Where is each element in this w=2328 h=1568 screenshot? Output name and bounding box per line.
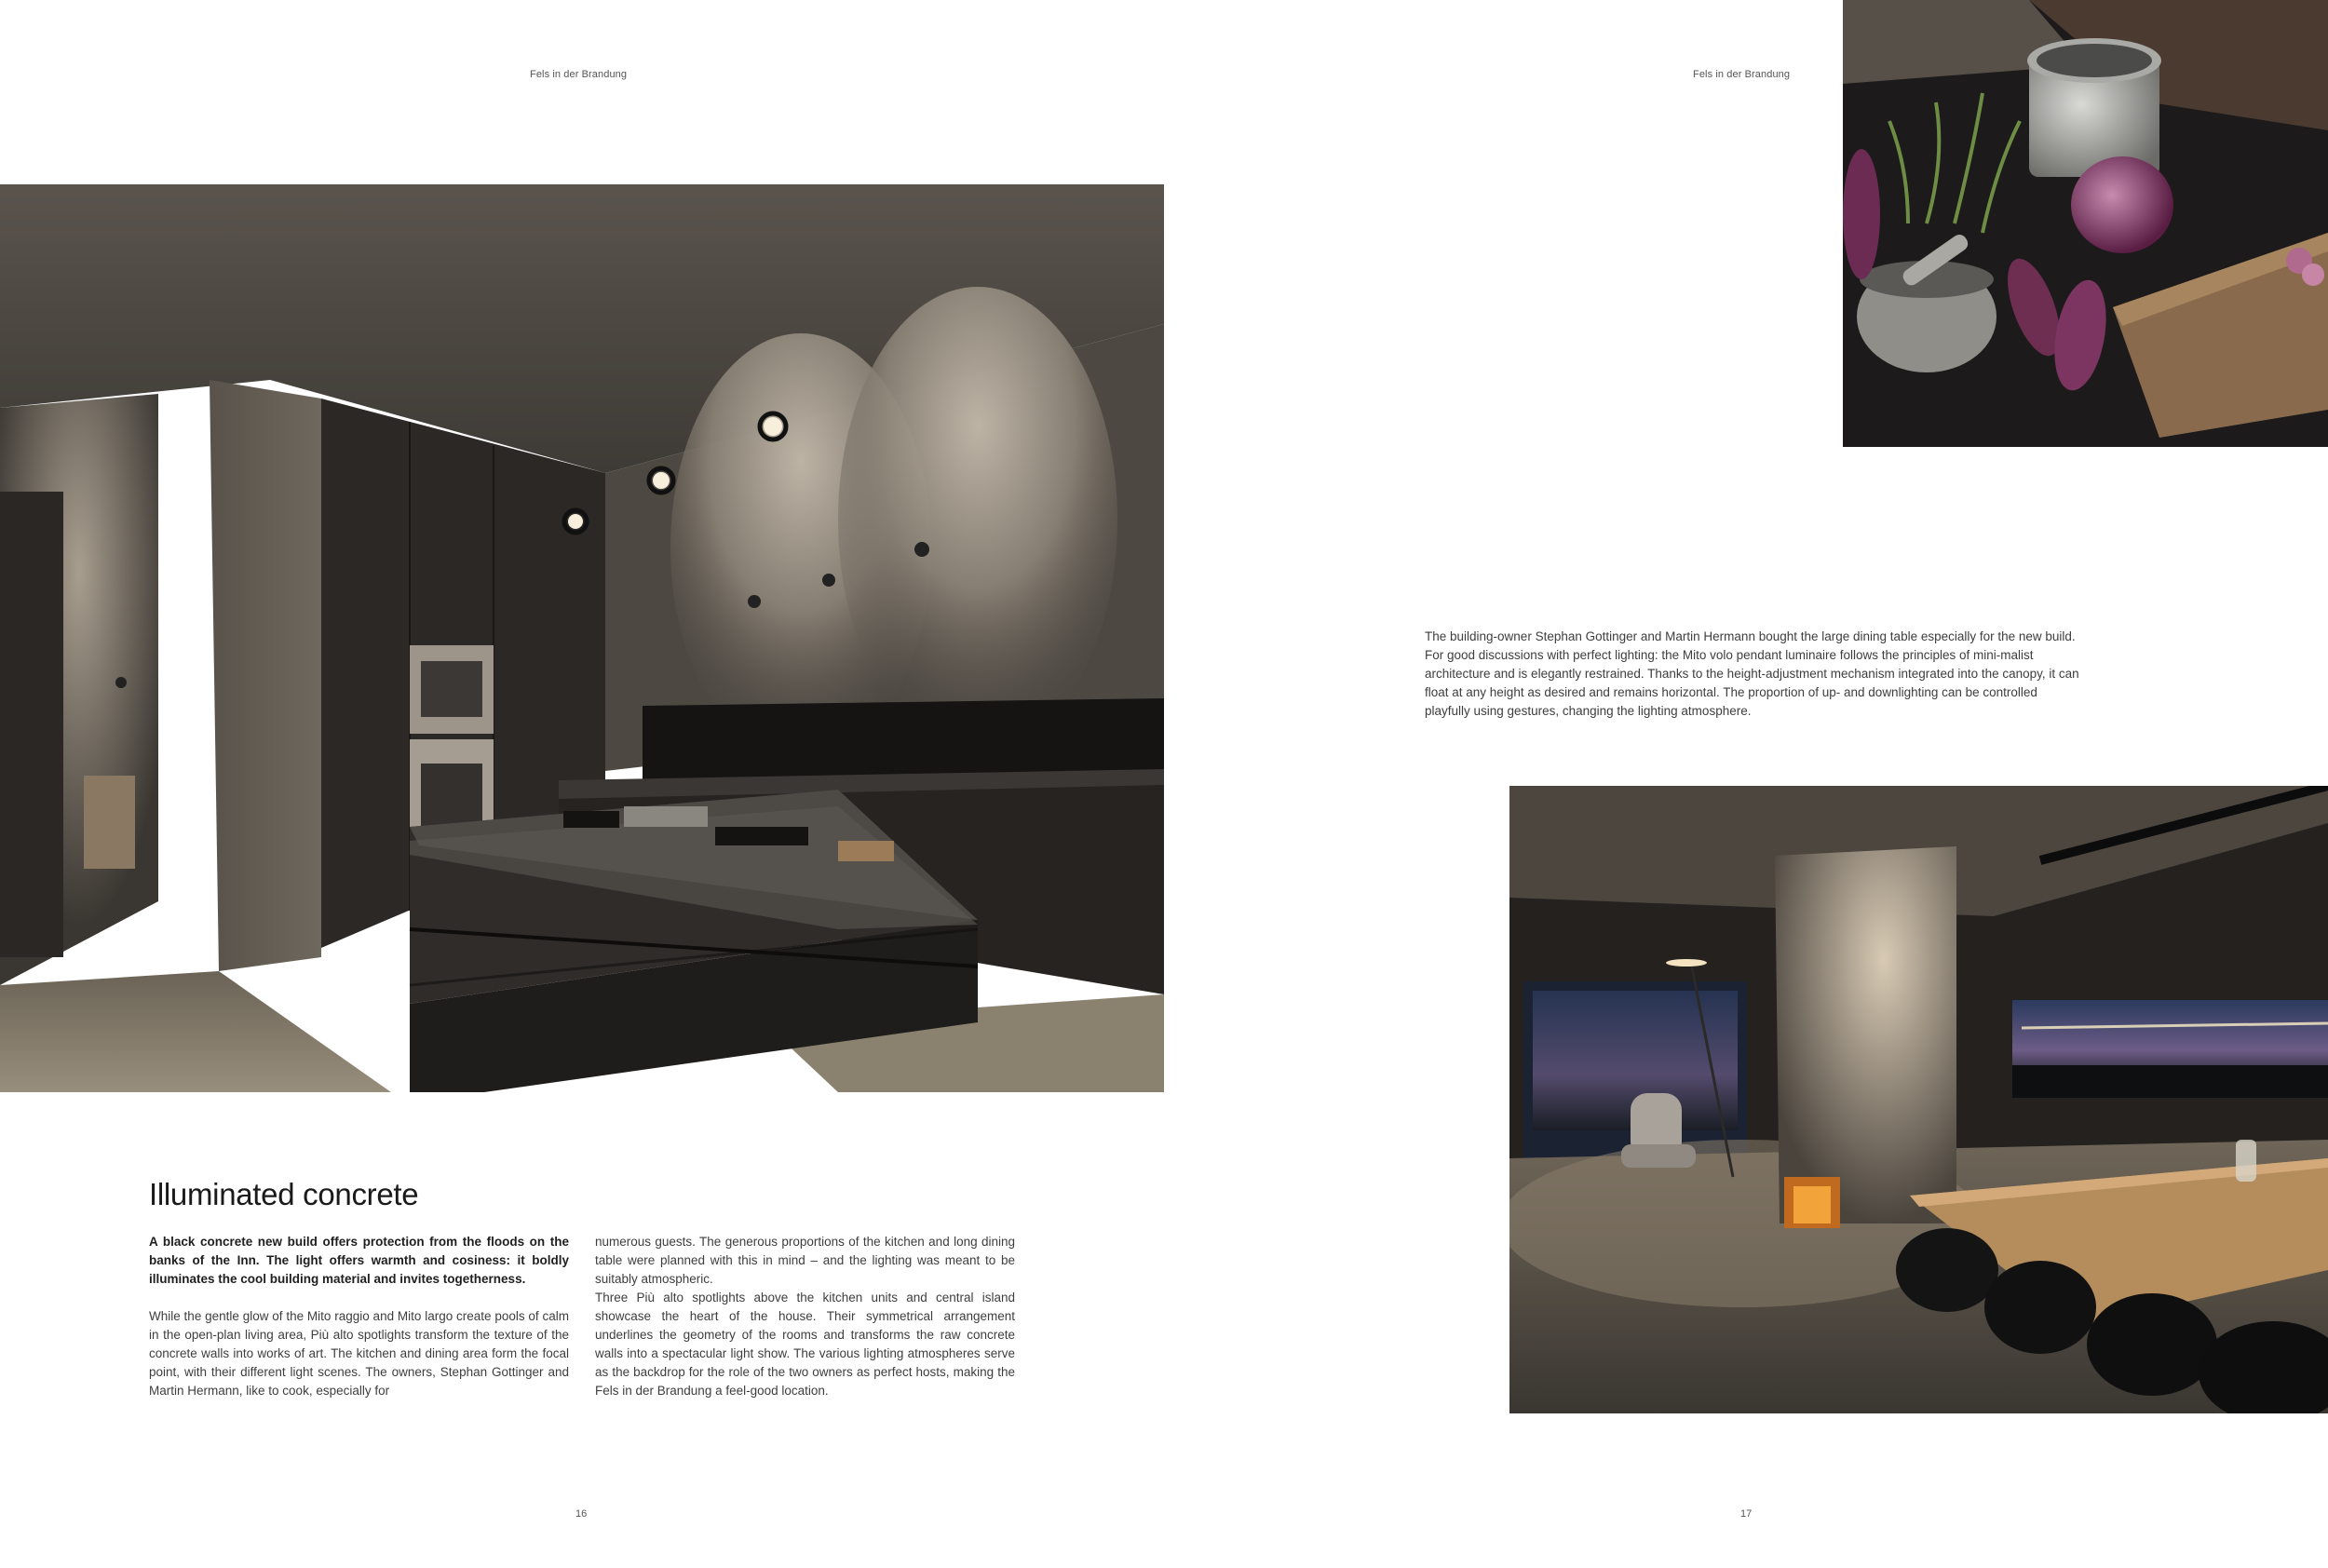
text-column-2	[595, 1233, 1015, 1400]
vegetables-illustration	[1843, 0, 2328, 447]
article-body-2: numerous guests. The generous proportions of the kitchen and long dining table were planned with this in mind – and the lighting was meant to be suitably atmospheric.	[595, 1235, 1015, 1286]
vegetables-photo	[1843, 0, 2328, 447]
page-number-left: 16	[575, 1508, 588, 1520]
article-body-3: Three Più alto spotlights above the kitchen units and central island showcase the heart of the house. Their symmetrical arrangement underlines the geometry of the rooms and transforms the raw concrete walls into a spectacular light show. The various lighting atmospheres serve as the backdrop for the role of the two owners as perfect hosts, making the Fels in der Brandung a feel-good location.	[595, 1291, 1015, 1398]
dining-illustration	[1509, 786, 2328, 1413]
text-column-1	[149, 1233, 569, 1400]
page-number-right: 17	[1740, 1508, 1753, 1520]
kitchen-illustration	[0, 184, 1164, 1092]
dining-photo	[1509, 786, 2328, 1413]
running-head-left: Fels in der Brandung	[530, 69, 628, 80]
running-head-right: Fels in der Brandung	[1693, 69, 1791, 80]
article-lead: A black concrete new build offers protection from the floods on the banks of the Inn. The light offers warmth and cosiness: it boldly illuminates the cool building material and invites togetherness.	[149, 1235, 569, 1286]
article-title: Illuminated concrete	[149, 1177, 419, 1211]
article-body-1: While the gentle glow of the Mito raggio and Mito largo create pools of calm in the open-plan living area, Più alto spotlights transform the texture of the concrete walls into works of art. The kitchen and dining area form the focal point, with their different light scenes. The owners, Stephan Gottinger and Martin Hermann, like to cook, especially for	[149, 1309, 569, 1398]
kitchen-photo	[0, 184, 1164, 1092]
side-caption: The building-owner Stephan Gottinger and Martin Hermann bought the large dining table especially for the new build. For good discussions with perfect lighting: the Mito volo pendant luminaire follows the principles of mini-malist architecture and is elegantly restrained. Thanks to the height-adjustment mechanism integrated into the canopy, it can float at any height as desired and remains horizontal. The proportion of up- and downlighting can be controlled playfully using gestures, changing the lighting atmosphere.	[1425, 629, 2079, 718]
